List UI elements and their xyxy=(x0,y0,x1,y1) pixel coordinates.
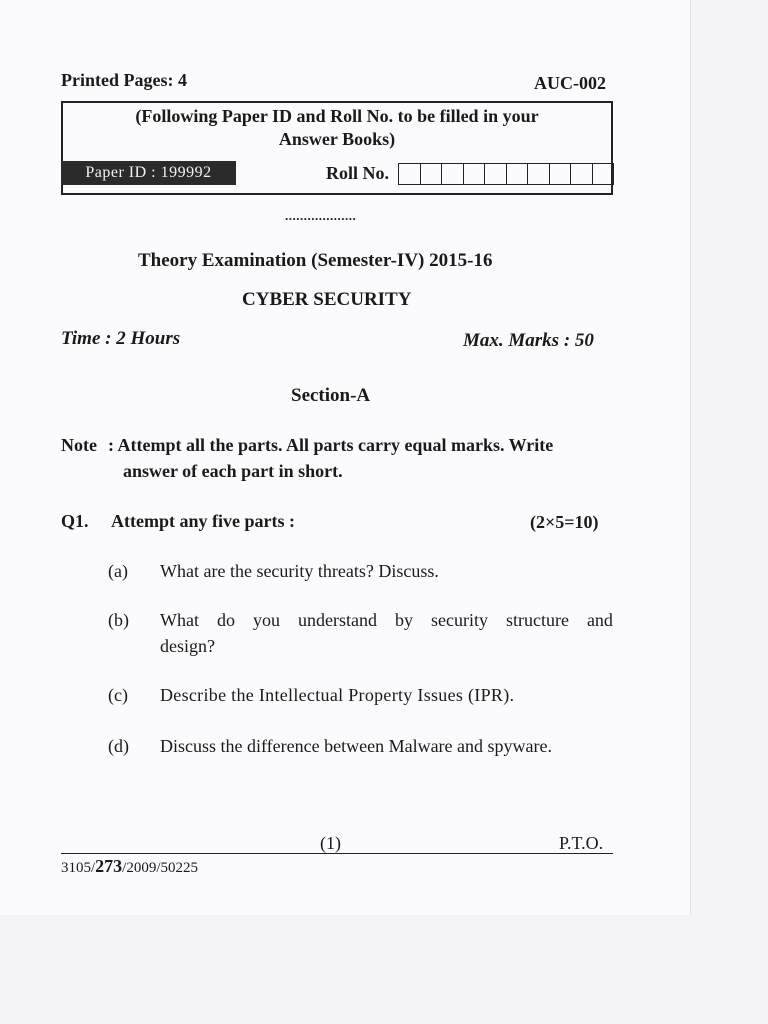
pto-label: P.T.O. xyxy=(559,833,604,853)
part-label-a: (a) xyxy=(108,561,128,581)
part-text-b-word: What xyxy=(160,610,199,630)
paper-code: AUC-002 xyxy=(534,73,606,93)
footer-rule xyxy=(61,853,613,854)
roll-no-box[interactable] xyxy=(464,164,486,184)
exam-title: Theory Examination (Semester-IV) 2015-16 xyxy=(138,250,493,271)
part-label-d: (d) xyxy=(108,736,129,756)
roll-no-box[interactable] xyxy=(507,164,529,184)
printed-pages: Printed Pages: 4 xyxy=(61,70,187,90)
part-text-b-word: do xyxy=(216,610,235,630)
question-marks: (2×5=10) xyxy=(530,512,599,532)
paper-id-label xyxy=(61,161,236,185)
roll-no-box[interactable] xyxy=(593,164,615,184)
section-heading: Section-A xyxy=(291,385,371,406)
roll-no-label: Roll No. xyxy=(326,163,389,183)
page-number: (1) xyxy=(320,833,341,853)
roll-no-box[interactable] xyxy=(442,164,464,184)
part-text-b-word: you xyxy=(252,610,280,630)
footer-code-bold: 273 xyxy=(95,856,123,876)
footer-code-suffix: /2009/50225 xyxy=(122,860,199,876)
instruction-line-2: Answer Books) xyxy=(278,129,396,149)
note-label: Note xyxy=(61,435,97,455)
roll-no-box[interactable] xyxy=(571,164,593,184)
roll-no-box[interactable] xyxy=(550,164,572,184)
part-text-b-line-2: design? xyxy=(160,636,215,656)
part-text-b-word: understand xyxy=(297,610,377,630)
part-text-b-word: structure xyxy=(505,610,569,630)
roll-no-boxes[interactable] xyxy=(398,163,614,185)
paper-id-text: Paper ID : 199992 xyxy=(85,164,212,181)
max-marks: Max. Marks : 50 xyxy=(463,330,594,351)
part-text-b-justified xyxy=(160,610,613,631)
part-text-a: What are the security threats? Discuss. xyxy=(160,561,439,581)
time-allowed: Time : 2 Hours xyxy=(61,328,181,349)
part-label-b: (b) xyxy=(108,610,129,630)
footer-code xyxy=(61,856,198,877)
note-line-1: : Attempt all the parts. All parts carry equal marks. Write xyxy=(108,435,554,455)
roll-no-box[interactable] xyxy=(399,164,421,184)
question-text: Attempt any five parts : xyxy=(111,511,295,531)
note-line-2: answer of each part in short. xyxy=(123,461,343,481)
part-text-c: Describe the Intellectual Property Issues (IPR). xyxy=(160,685,515,705)
roll-no-box[interactable] xyxy=(528,164,550,184)
part-text-d: Discuss the difference between Malware and spyware. xyxy=(160,736,553,756)
footer-code-prefix: 3105/ xyxy=(61,860,96,876)
part-text-b-word: by xyxy=(394,610,413,630)
part-text-b-word: and xyxy=(586,610,613,630)
question-number: Q1. xyxy=(61,511,89,531)
part-text-b-line-1 xyxy=(160,610,613,631)
roll-no-box[interactable] xyxy=(421,164,443,184)
subject-title: CYBER SECURITY xyxy=(242,289,412,310)
instruction-line-1: (Following Paper ID and Roll No. to be filled in your xyxy=(135,106,539,126)
separator-dots: ................... xyxy=(285,208,357,223)
part-text-b-word: security xyxy=(430,610,488,630)
roll-no-box[interactable] xyxy=(485,164,507,184)
part-label-c: (c) xyxy=(108,685,128,705)
